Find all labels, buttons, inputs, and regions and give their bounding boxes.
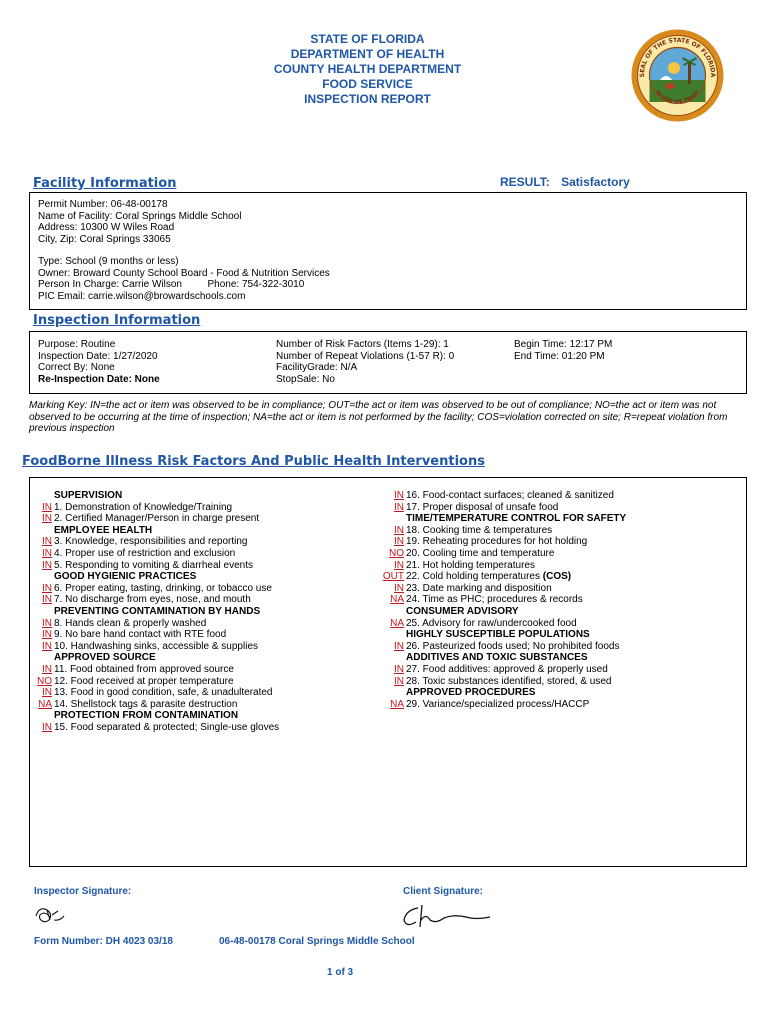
- risk-item-row: [368, 583, 738, 595]
- florida-state-seal-icon: [630, 28, 725, 123]
- client-signature-image: [400, 902, 495, 930]
- reinspection-date: Re-Inspection Date: None: [38, 373, 160, 385]
- inspection-col-1: [38, 339, 160, 385]
- item-text: 21. Hot holding temperatures: [406, 559, 535, 571]
- item-text: 8. Hands clean & properly washed: [54, 617, 207, 629]
- risk-item-row: [368, 676, 738, 688]
- item-text: 19. Reheating procedures for hot holding: [406, 536, 588, 548]
- risk-category-header: [30, 606, 370, 618]
- compliance-status: IN: [42, 501, 52, 513]
- risk-item-row: [368, 641, 738, 653]
- item-text: 23. Date marking and disposition: [406, 582, 552, 594]
- facility-grade: FacilityGrade: N/A: [276, 362, 358, 373]
- category-title: APPROVED SOURCE: [54, 652, 156, 664]
- inspection-date: Inspection Date: 1/27/2020: [38, 350, 158, 362]
- risk-factor-count: Number of Risk Factors (Items 1-29): 1: [276, 339, 449, 350]
- compliance-status: IN: [42, 629, 52, 641]
- compliance-status: IN: [394, 536, 404, 548]
- risk-category-header: [368, 629, 738, 641]
- facility-city-zip: City, Zip: Coral Springs 33065: [38, 233, 171, 245]
- compliance-status: IN: [42, 513, 52, 525]
- footer-permit-facility: 06-48-00178 Coral Springs Middle School: [219, 936, 415, 947]
- risk-item-row: [30, 699, 370, 711]
- risk-item-row: [368, 548, 738, 560]
- permit-number: Permit Number: 06-48-00178: [38, 199, 168, 210]
- risk-item-row: [30, 583, 370, 595]
- seal-motto: IN GOD WE TRUST: [653, 89, 702, 106]
- category-title: HIGHLY SUSCEPTIBLE POPULATIONS: [406, 629, 590, 641]
- result-value: Satisfactory: [561, 175, 630, 189]
- compliance-status: NA: [390, 617, 404, 629]
- item-text: 27. Food additives: approved & properly used: [406, 663, 608, 675]
- risk-item-row: [30, 722, 370, 734]
- risk-item-row: [368, 664, 738, 676]
- item-text: 15. Food separated & protected; Single-use gloves: [54, 721, 280, 733]
- category-title: CONSUMER ADVISORY: [406, 605, 519, 617]
- item-text: 11. Food obtained from approved source: [54, 663, 234, 675]
- person-in-charge: Person In Charge: Carrie Wilson: [38, 279, 182, 290]
- risk-item-row: [30, 548, 370, 560]
- facility-section-title: Facility Information: [33, 176, 177, 191]
- risk-category-header: [30, 710, 370, 722]
- compliance-status: OUT: [382, 571, 404, 583]
- facility-type: Type: School (9 months or less): [38, 256, 179, 267]
- item-text: 5. Responding to vomiting & diarrheal events: [54, 559, 254, 571]
- form-number: Form Number: DH 4023 03/18: [34, 936, 173, 947]
- item-text: 20. Cooling time and temperature: [406, 547, 555, 559]
- category-title: ADDITIVES AND TOXIC SUBSTANCES: [406, 652, 588, 664]
- category-title: PREVENTING CONTAMINATION BY HANDS: [54, 605, 261, 617]
- risk-item-row: [368, 699, 738, 711]
- client-signature-label: Client Signature:: [403, 886, 484, 897]
- inspection-purpose: Purpose: Routine: [38, 339, 116, 350]
- item-text: 17. Proper disposal of unsafe food: [406, 501, 559, 513]
- compliance-status: IN: [42, 687, 52, 699]
- header-line: COUNTY HEALTH DEPARTMENT: [273, 62, 462, 76]
- facility-info-box: [29, 192, 747, 310]
- category-title: APPROVED PROCEDURES: [406, 687, 536, 699]
- facility-owner: Owner: Broward County School Board - Food & Nutrition Services: [38, 267, 330, 279]
- facility-name: Name of Facility: Coral Springs Middle School: [38, 210, 242, 222]
- item-text: 16. Food-contact surfaces; cleaned & sanitized: [406, 490, 614, 501]
- item-text: 24. Time as PHC; procedures & records: [406, 594, 583, 606]
- category-title: SUPERVISION: [54, 490, 123, 501]
- compliance-status: IN: [42, 559, 52, 571]
- compliance-status: NO: [389, 547, 404, 559]
- item-text: 7. No discharge from eyes, nose, and mouth: [54, 594, 251, 606]
- compliance-status: IN: [42, 617, 52, 629]
- result-label: RESULT:: [500, 175, 550, 189]
- item-text: 18. Cooking time & temperatures: [406, 524, 553, 536]
- item-text: 25. Advisory for raw/undercooked food: [406, 617, 577, 629]
- compliance-status: IN: [42, 663, 52, 675]
- risk-category-header: [30, 525, 370, 537]
- risk-item-row: [368, 560, 738, 572]
- compliance-status: IN: [42, 547, 52, 559]
- item-text: 1. Demonstration of Knowledge/Training: [54, 501, 233, 513]
- risk-category-header: [30, 652, 370, 664]
- item-text: 22. Cold holding temperatures: [406, 571, 540, 583]
- risk-item-row: [30, 594, 370, 606]
- header-line: STATE OF FLORIDA: [310, 32, 425, 46]
- item-text: 4. Proper use of restriction and exclusion: [54, 547, 236, 559]
- item-text: 2. Certified Manager/Person in charge present: [54, 513, 260, 525]
- risk-factors-box: [29, 477, 747, 867]
- inspection-col-3: [514, 339, 612, 362]
- compliance-status: IN: [394, 582, 404, 594]
- item-text: 10. Handwashing sinks, accessible & supplies: [54, 640, 258, 652]
- inspection-info-box: [29, 331, 747, 394]
- risk-item-row: [368, 525, 738, 537]
- risk-category-header: [368, 687, 738, 699]
- category-title: GOOD HYGIENIC PRACTICES: [54, 571, 197, 583]
- category-title: EMPLOYEE HEALTH: [54, 524, 153, 536]
- item-note: (COS): [542, 571, 572, 583]
- end-time: End Time: 01:20 PM: [514, 350, 605, 362]
- inspector-signature-image: [30, 902, 70, 928]
- facility-address: Address: 10300 W Wiles Road: [38, 222, 175, 233]
- report-header: [230, 32, 505, 107]
- risk-category-header: [30, 571, 370, 583]
- risk-item-row: [368, 594, 738, 606]
- seal-outer-text: SEAL OF THE STATE OF FLORIDA: [638, 36, 717, 78]
- compliance-status: IN: [42, 536, 52, 548]
- risk-category-header: [368, 652, 738, 664]
- item-text: 6. Proper eating, tasting, drinking, or tobacco use: [54, 582, 272, 594]
- inspection-col-2: [276, 339, 454, 385]
- item-text: 14. Shellstock tags & parasite destruction: [54, 698, 238, 710]
- inspector-signature-label: Inspector Signature:: [34, 886, 132, 897]
- item-text: 26. Pasteurized foods used; No prohibited foods: [406, 640, 620, 652]
- item-text: 29. Variance/specialized process/HACCP: [406, 698, 590, 710]
- risk-category-header: [30, 490, 370, 502]
- risk-item-row: [30, 664, 370, 676]
- header-line: FOOD SERVICE: [322, 77, 413, 91]
- risk-list-left: [30, 490, 370, 733]
- risk-list-right: [368, 490, 738, 710]
- risk-category-header: [368, 606, 738, 618]
- risk-item-row: [30, 629, 370, 641]
- item-text: 3. Knowledge, responsibilities and reporting: [54, 536, 248, 548]
- begin-time: Begin Time: 12:17 PM: [514, 339, 613, 350]
- risk-item-row: [30, 513, 370, 525]
- stop-sale: StopSale: No: [276, 373, 335, 385]
- compliance-status: IN: [42, 640, 52, 652]
- compliance-status: NO: [37, 675, 52, 687]
- compliance-status: IN: [394, 490, 404, 501]
- risk-item-row: [30, 536, 370, 548]
- compliance-status: IN: [394, 524, 404, 536]
- risk-item-row: [368, 536, 738, 548]
- category-title: PROTECTION FROM CONTAMINATION: [54, 710, 239, 722]
- compliance-status: IN: [394, 559, 404, 571]
- page-number: 1 of 3: [327, 967, 354, 978]
- risk-item-row: [368, 571, 738, 583]
- compliance-status: IN: [42, 582, 52, 594]
- compliance-status: IN: [394, 675, 404, 687]
- compliance-status: IN: [394, 663, 404, 675]
- compliance-status: NA: [390, 594, 404, 606]
- compliance-status: IN: [42, 721, 52, 733]
- risk-item-row: [368, 618, 738, 630]
- category-title: TIME/TEMPERATURE CONTROL FOR SAFETY: [406, 513, 627, 525]
- risk-item-row: [30, 618, 370, 630]
- inspection-section-title: Inspection Information: [33, 313, 201, 328]
- risk-item-row: [30, 560, 370, 572]
- risk-section-title: FoodBorne Illness Risk Factors And Public Health Interventions: [22, 454, 485, 469]
- risk-item-row: [30, 502, 370, 514]
- risk-item-row: [30, 641, 370, 653]
- header-line: DEPARTMENT OF HEALTH: [290, 47, 445, 61]
- repeat-violation-count: Number of Repeat Violations (1-57 R): 0: [276, 350, 455, 362]
- risk-item-row: [30, 687, 370, 699]
- risk-item-row: [30, 676, 370, 688]
- item-text: 12. Food received at proper temperature: [54, 675, 234, 687]
- compliance-status: NA: [390, 698, 404, 710]
- risk-category-header: [368, 513, 738, 525]
- risk-item-row: [368, 502, 738, 514]
- person-in-charge-row: [38, 279, 738, 291]
- risk-item-row: [368, 490, 738, 502]
- compliance-status: IN: [394, 640, 404, 652]
- pic-phone: Phone: 754-322-3010: [207, 279, 305, 290]
- pic-email: PIC Email: carrie.wilson@browardschools.com: [38, 290, 246, 302]
- header-line: INSPECTION REPORT: [304, 92, 431, 106]
- marking-key: Marking Key: IN=the act or item was observed to be in compliance; OUT=the act or item was observed to be out of compliance; NO=the act or item was not observed to be occurring at the time of inspection; NA=the act or item is not performed by the facility; COS=violation corrected on site; R=repeat violation from previous inspection: [29, 400, 728, 434]
- item-text: 13. Food in good condition, safe, & unadulterated: [54, 687, 273, 699]
- compliance-status: NA: [38, 698, 52, 710]
- correct-by: Correct By: None: [38, 362, 115, 373]
- item-text: 28. Toxic substances identified, stored, & used: [406, 675, 612, 687]
- item-text: 9. No bare hand contact with RTE food: [54, 629, 227, 641]
- compliance-status: IN: [394, 501, 404, 513]
- result: [500, 175, 630, 189]
- compliance-status: IN: [42, 594, 52, 606]
